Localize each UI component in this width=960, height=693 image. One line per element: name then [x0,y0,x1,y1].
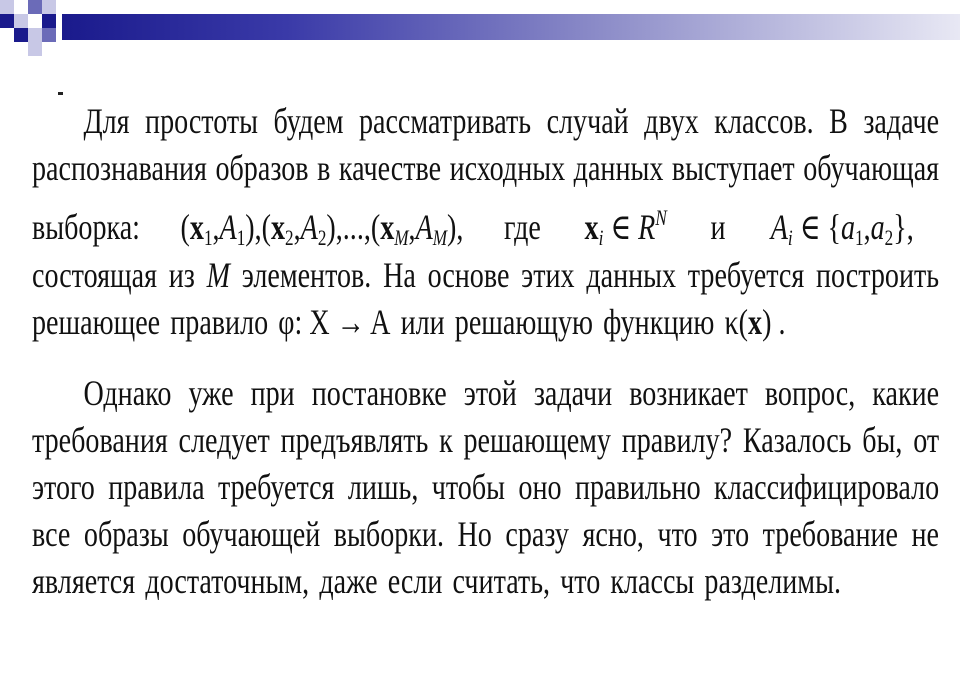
superscript: N [655,205,667,230]
word: данных [573,148,664,188]
word: элементов. [241,255,372,295]
comma: , [212,207,220,247]
word: что [657,514,698,554]
word: уже [188,373,234,413]
subscript: 1 [236,225,246,250]
p1-line-4 [32,257,939,304]
word: решающее [32,302,161,342]
word: следует [178,420,270,460]
subscript: i [787,225,793,250]
subscript: 2 [285,225,294,250]
decision-function-formula [725,304,786,340]
word: этих [521,255,575,295]
word: состоящая [32,255,157,295]
paren: ) [245,207,255,247]
word: ясно, [582,514,644,554]
element-of-symbol: ∈ [610,207,632,247]
word: случай [546,101,629,141]
word: функцию [603,302,715,342]
word: постановке [311,373,447,413]
word: задачи [533,373,613,413]
word: разделимы. [704,561,841,601]
decor-square [14,28,28,42]
var-a: a [840,207,856,247]
decor-square [14,0,28,14]
word: в [317,148,331,188]
word: сразу [505,514,569,554]
subscript: 2 [884,225,894,250]
p1-line-5 [32,304,939,351]
word: основе [427,255,510,295]
word: правилу? [621,420,733,460]
subscript: 1 [855,225,864,250]
comma: , [408,207,416,247]
var-M: M [206,255,231,295]
var-x: x [380,207,395,247]
var-A-set: A [370,302,391,342]
word: классов. [714,101,814,141]
word: все [32,514,71,554]
word: правило [170,302,269,342]
var-a: a [870,207,885,247]
decor-square [14,14,28,28]
element-of-symbol: ∈ [799,207,821,247]
word: требуется [217,467,335,507]
decor-square [28,42,42,56]
word: двух [644,101,699,141]
header-gradient-bar [62,14,960,40]
word: решающему [463,420,611,460]
word: обучающей [182,514,321,554]
paren: ) [326,207,336,247]
word: вопрос, [764,373,856,413]
word: какие [872,373,940,413]
paragraph-gap [32,351,939,375]
word: обучающая [803,148,940,188]
var-x: x [748,302,763,342]
decor-square [42,0,56,14]
word: выступает [671,148,795,188]
subscript: i [598,225,604,250]
word: Казалось [742,420,852,460]
training-sample-formula [180,207,464,250]
var-A: A [219,207,237,247]
decor-square [28,0,42,14]
word: этого [32,467,95,507]
ellipsis: ... [342,207,364,247]
paren: ) [762,302,772,342]
word: образы [83,514,169,554]
word: Для [83,101,130,141]
paren: ( [738,302,749,342]
word: лишь, [347,467,419,507]
word: выборка: [32,207,140,247]
word: при [250,373,295,413]
var-R: R [638,207,656,247]
var-A: A [415,207,433,247]
subscript: M [432,225,448,250]
subscript: M [394,225,409,250]
x-membership [584,205,667,250]
word: данных [586,255,677,295]
word: этой [463,373,517,413]
paren: ( [180,207,190,247]
var-x: x [271,207,286,247]
p1-line-3-formula [32,197,939,257]
word: от [913,420,940,460]
p2-line-3 [32,469,939,516]
decor-square [42,14,56,28]
word: или [400,302,445,342]
word: требуется [687,255,805,295]
word: возникает [629,373,748,413]
word: требование [762,514,898,554]
word: даже [319,561,378,601]
comma: , [254,207,262,247]
var-x: x [584,207,599,247]
word: рассматривать [358,101,532,141]
paren: ( [370,207,381,247]
decor-square [28,28,42,42]
slide-body-text [32,103,939,610]
paren: ( [261,207,272,247]
p2-line-5 [32,563,939,610]
comma: , [456,207,464,247]
comma: , [293,207,301,247]
p2-line-1 [32,375,939,422]
decor-square [42,28,56,42]
brace: { [827,207,841,247]
word: решающую [454,302,594,342]
var-x: x [189,207,204,247]
word: правильно [574,467,701,507]
decor-square [28,14,42,28]
word: требования [32,420,168,460]
comma: , [863,207,871,247]
word: исходных [449,148,566,188]
word: В [829,101,848,141]
where-word: где [503,207,541,247]
subscript: 2 [317,225,327,250]
p2-line-4 [32,516,939,563]
word: Однако [83,373,172,413]
A-membership [770,207,914,250]
colon: : [294,302,303,342]
p1-line-1 [32,103,939,150]
word: образов [215,148,309,188]
p2-line-2 [32,422,939,469]
bullet-mark [58,92,63,95]
and-word: и [710,207,726,247]
var-X: X [309,302,330,342]
word: Но [457,514,492,554]
kappa-symbol: κ [724,302,739,342]
paren: ) [447,207,457,247]
word: к [439,420,453,460]
period: . [778,302,786,342]
p1-line-2 [32,150,939,197]
decision-rule-formula [278,304,390,340]
brace: }, [893,207,914,247]
word: является [32,561,136,601]
comma: , [363,207,371,247]
arrow-symbol: → [336,302,365,342]
word: что [560,561,601,601]
word: бы, [862,420,903,460]
word: качестве [338,148,442,188]
comma: , [335,207,343,247]
subscript: 1 [203,225,213,250]
word: если [387,561,443,601]
decor-square [0,0,14,14]
word: задаче [863,101,940,141]
word: построить [816,255,940,295]
word: классы [610,561,695,601]
word: из [168,255,195,295]
word: На [383,255,416,295]
slide-header-decoration [0,0,960,60]
word: распознавания [32,148,207,188]
word: выборки. [333,514,444,554]
word: будем [273,101,344,141]
word: простоты [145,101,259,141]
word: оно [518,467,562,507]
phi-symbol: φ [278,302,295,342]
word: чтобы [431,467,505,507]
word: это [711,514,750,554]
var-A: A [770,207,788,247]
decor-square [0,14,14,28]
word: правила [108,467,205,507]
word: достаточным, [145,561,310,601]
word: не [911,514,940,554]
word: предъявлять [280,420,429,460]
var-A: A [300,207,318,247]
word: считать, [452,561,551,601]
word: классифицировало [714,467,940,507]
